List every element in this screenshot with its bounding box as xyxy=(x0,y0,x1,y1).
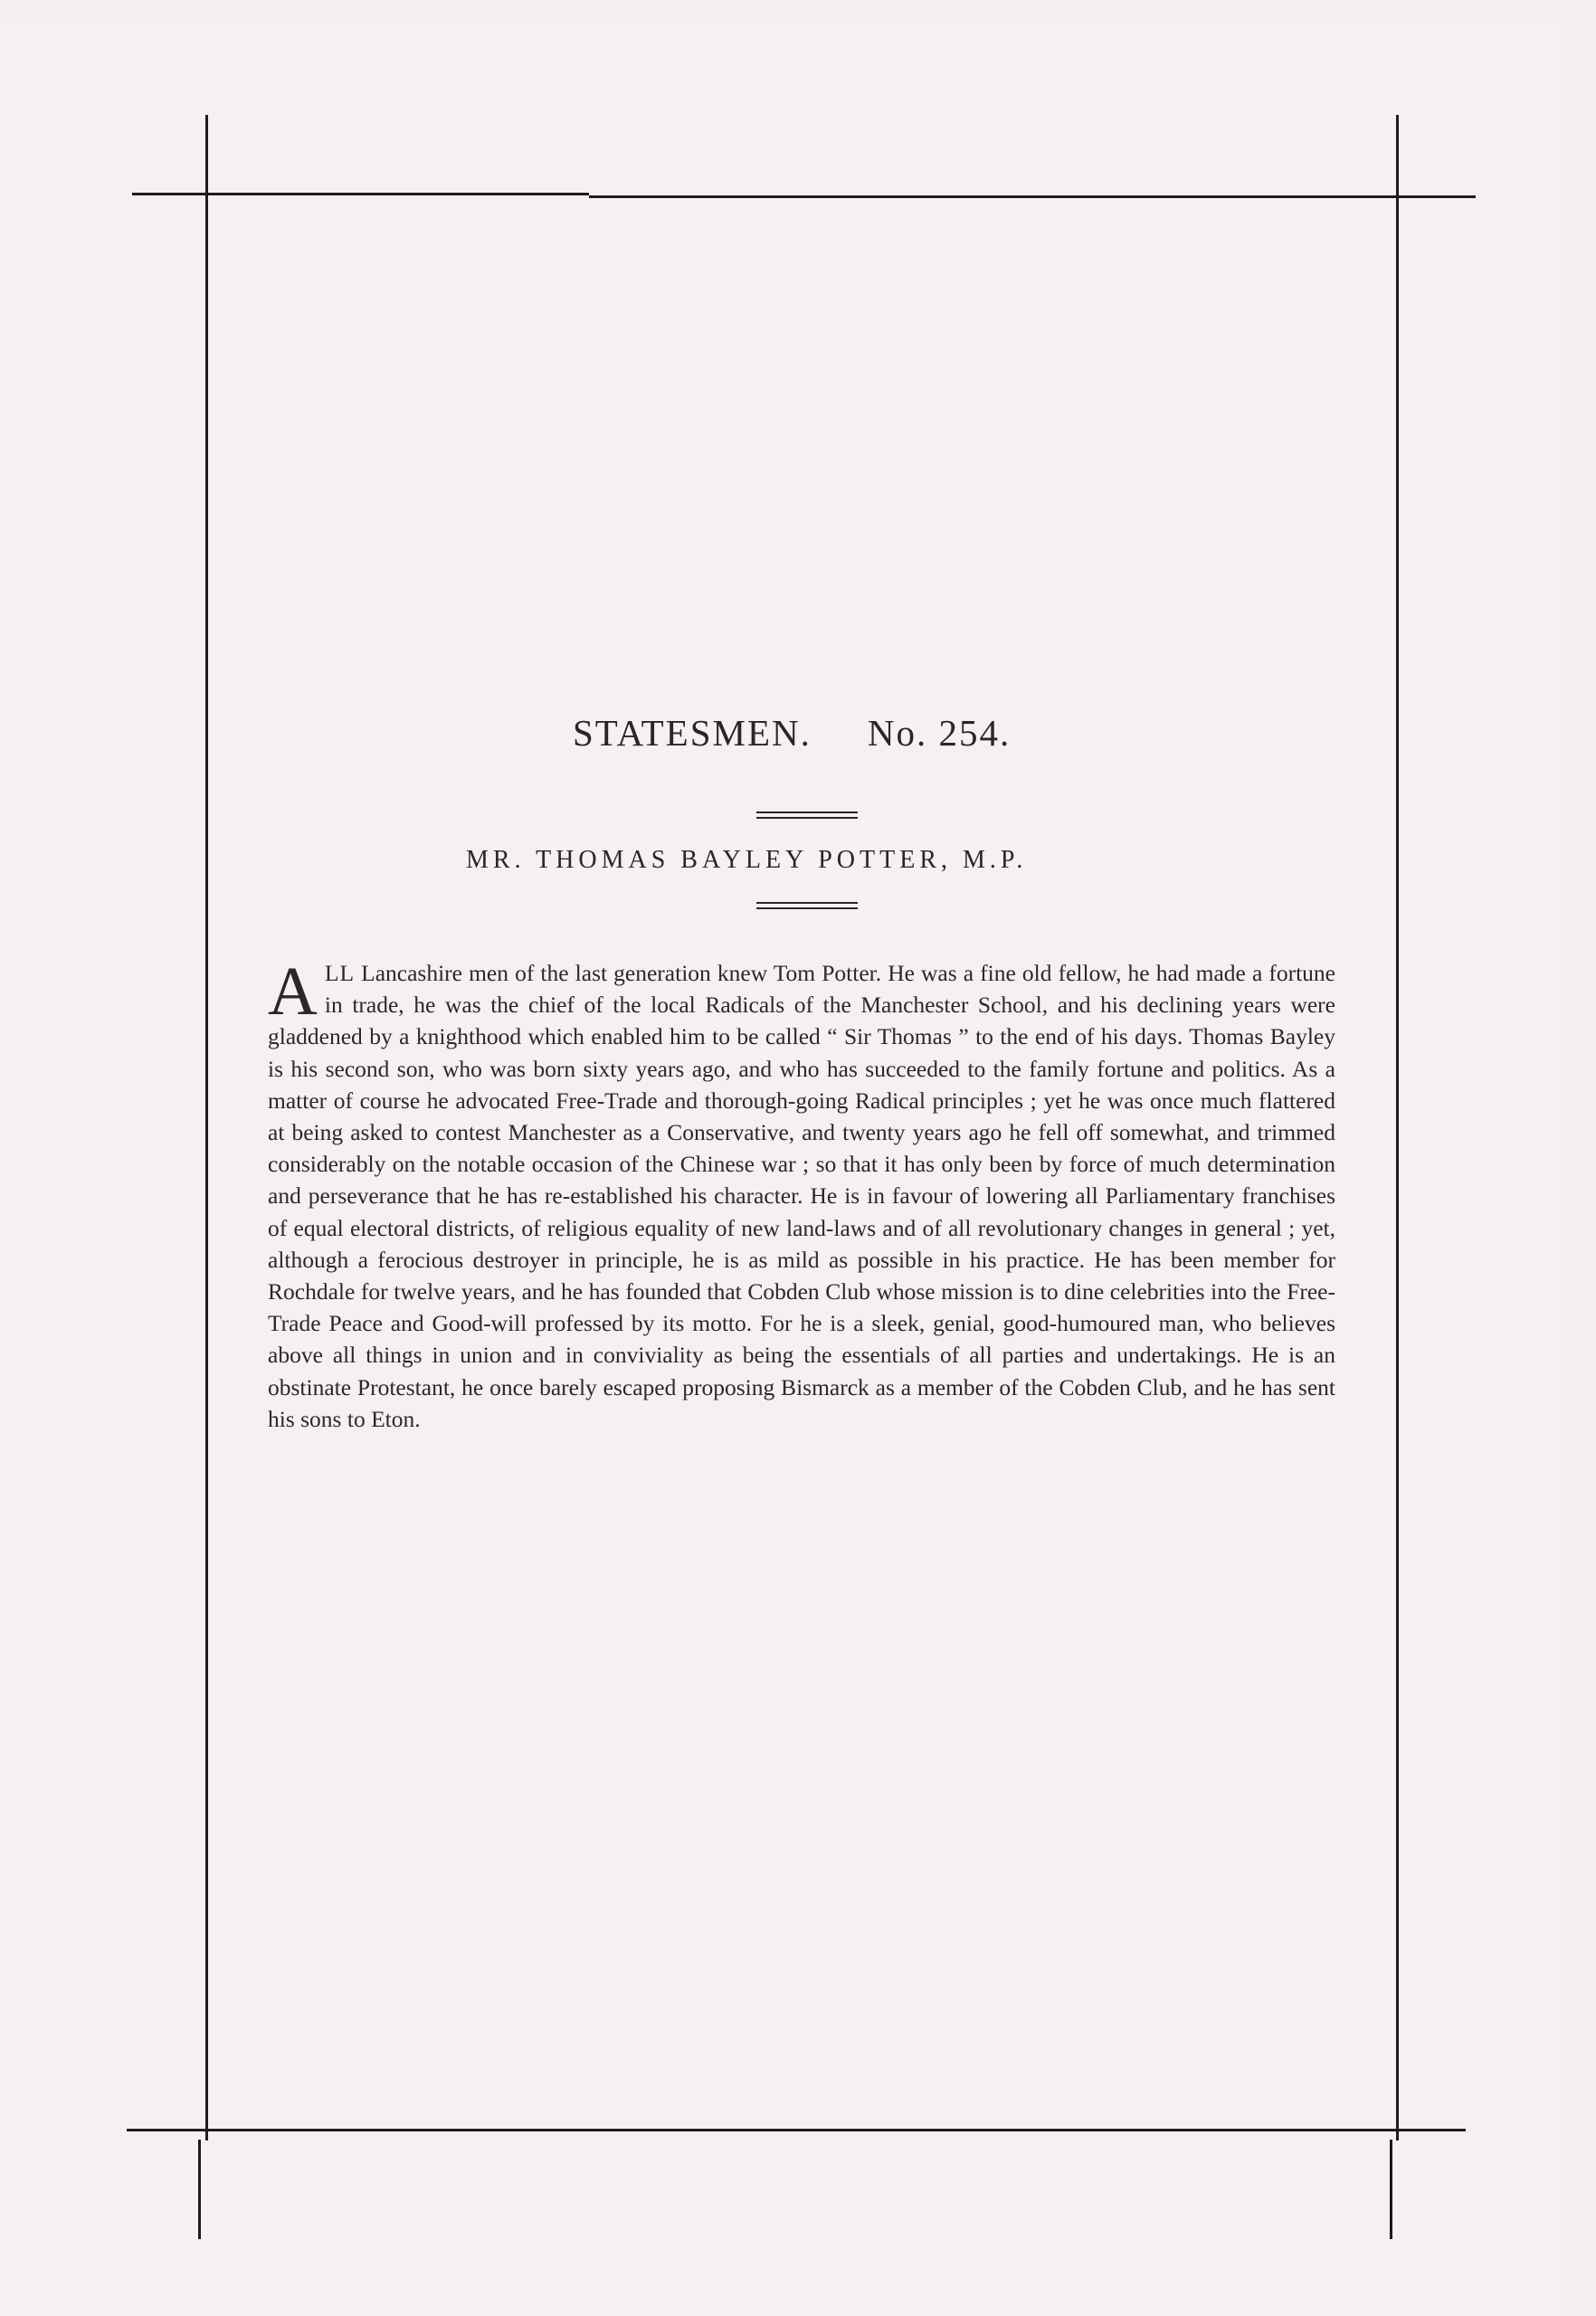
page-title xyxy=(573,711,1011,755)
title-divider-bottom xyxy=(756,902,858,909)
bottom-border-rule xyxy=(127,2129,1466,2131)
drop-cap: A xyxy=(268,954,318,1030)
article-text: Lancashire men of the last generation knew Tom Potter. He was a fine old fellow, he had made a fortune in trade, he was the chief of the local Radicals of the Manchester School, and his declining years were gladdened by a knighthood which enabled him to be called “ Sir Thomas ” to the end of his days. Thomas Bayley is his second son, who was born sixty years ago, and who has succeeded to the family fortune and politics. As a matter of course he advocated Free-Trade and thorough-going Radical principles ; yet he was once much flattered at being asked to contest Manchester as a Conservative, and twenty years ago he fell off somewhat, and trimmed considerably on the notable occasion of the Chinese war ; so that it has only been by force of much determination and perseverance that he has re-established his character. He is in favour of lowering all Parliamentary franchises of equal electoral districts, of religious equality of new land-laws and of all revolutionary changes in general ; yet, although a ferocious destroyer in principle, he is as mild as possible in his practice. He has been member for Rochdale for twelve years, and he has founded that Cobden Club whose mission is to dine celebrities into the Free-Trade Peace and Good-will professed by its motto. For he is a sleek, genial, good-humoured man, who believes above all things in union and in conviviality as being the essentials of all parties and undertakings. He is an obstinate Protestant, he once barely escaped proposing Bismarck as a member of the Cobden Club, and he has sent his sons to Eton. xyxy=(268,960,1335,1432)
article-body xyxy=(268,954,1335,1435)
top-border-rule-right xyxy=(589,195,1476,198)
right-border-tick-bottom xyxy=(1390,2140,1392,2239)
right-border-rule xyxy=(1396,204,1399,2140)
article-lead: LL xyxy=(324,960,356,986)
left-border-tick-bottom xyxy=(198,2140,201,2239)
left-border-rule xyxy=(205,204,208,2140)
series-number: No. 254. xyxy=(867,712,1012,754)
series-title: STATESMEN. xyxy=(573,712,812,754)
left-border-tick-top xyxy=(205,115,208,205)
top-border-rule-left xyxy=(132,193,589,195)
right-border-tick-top xyxy=(1396,115,1399,205)
subject-name: MR. THOMAS BAYLEY POTTER, M.P. xyxy=(466,846,1028,874)
title-divider-top xyxy=(756,812,858,819)
